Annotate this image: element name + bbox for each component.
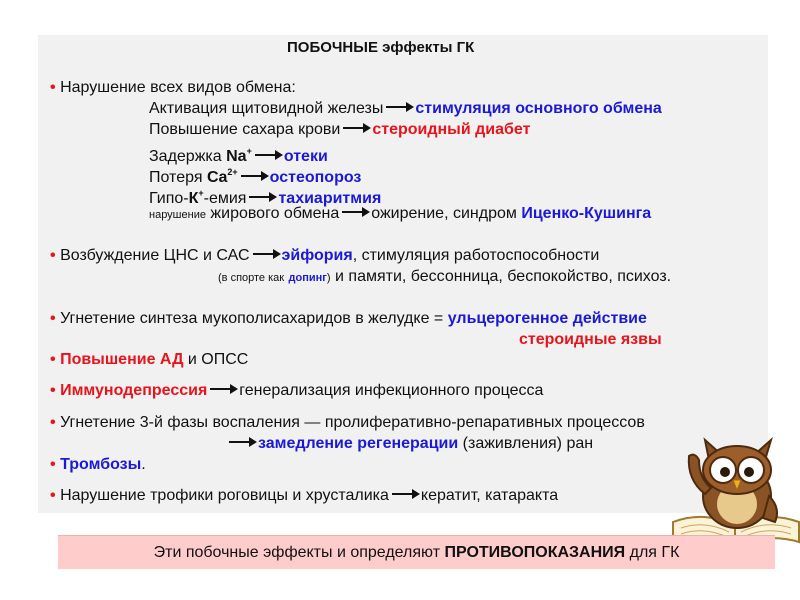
list-item-cns — [50, 246, 599, 266]
sub-item-ulcer — [519, 330, 662, 350]
cns-memory: и памяти, бессонница, беспокойство, психоз. — [335, 268, 672, 285]
thrombosis-period: . — [141, 456, 146, 473]
bullet: • — [50, 487, 56, 504]
potassium-element: К — [188, 190, 199, 207]
cns-cause: Возбуждение ЦНС и САС — [60, 247, 250, 264]
regeneration-effect: замедление регенерации — [258, 435, 459, 452]
bullet: • — [50, 79, 56, 96]
banner-text-c: для ГК — [629, 544, 680, 561]
fat-cause: жирового обмена — [210, 205, 340, 222]
sub-item-inflammation — [226, 434, 593, 454]
potassium-suffix: -емия — [203, 190, 247, 207]
sub-item-sugar — [149, 120, 530, 140]
immune-effect: Иммунодепрессия — [60, 382, 208, 399]
steroid-ulcers: стероидные язвы — [519, 331, 662, 348]
banner-text-a: Эти побочные эффекты и определяют — [153, 544, 441, 561]
potassium-prefix: Гипо- — [149, 190, 189, 207]
bullet: • — [50, 310, 56, 327]
list-item-trophic — [50, 486, 558, 506]
right-arrow-icon — [342, 211, 368, 213]
sub-item-cns-2 — [218, 267, 671, 288]
thyroid-cause: Активация щитовидной железы — [149, 100, 384, 117]
sugar-effect: стероидный диабет — [372, 121, 531, 138]
right-arrow-icon — [255, 154, 281, 156]
right-arrow-icon — [386, 106, 412, 108]
sodium-effect: отеки — [283, 148, 328, 165]
bp-effect: Повышение АД — [60, 351, 184, 368]
potassium-charge: + — [198, 188, 204, 198]
right-arrow-icon — [253, 253, 279, 255]
cns-effect: эйфория — [281, 247, 353, 264]
inflammation-cause: Угнетение 3-й фазы воспаления — пролиферативно-репаративных процессов — [60, 414, 645, 431]
ulcer-effect: ульцерогенное действие — [447, 310, 647, 327]
list-item-thrombosis — [50, 455, 146, 475]
immune-consequence: генерализация инфекционного процесса — [239, 382, 544, 399]
sub-item-thyroid — [149, 99, 662, 119]
list-item-inflammation — [50, 413, 645, 433]
right-arrow-icon — [241, 175, 267, 177]
right-arrow-icon — [343, 127, 369, 129]
right-arrow-icon — [249, 196, 275, 198]
metabolism-text: Нарушение всех видов обмена: — [60, 79, 296, 96]
thrombosis-effect: Тромбозы — [60, 456, 142, 473]
regeneration-extra: (заживления) ран — [462, 435, 594, 452]
calcium-effect: остеопороз — [269, 169, 362, 186]
potassium-effect: тахиаритмия — [278, 190, 382, 207]
list-item-ulcer — [50, 309, 647, 329]
fat-small-label: нарушение — [149, 209, 206, 221]
sub-item-fat — [149, 204, 651, 225]
list-item-metabolism — [50, 78, 296, 98]
right-arrow-icon — [229, 441, 255, 443]
bullet: • — [50, 456, 56, 473]
sodium-charge: + — [246, 146, 252, 156]
doping-note-a: (в спорте как — [218, 272, 285, 284]
fat-effect: ожирение, синдром — [371, 205, 517, 222]
right-arrow-icon — [210, 388, 236, 390]
bullet: • — [50, 414, 56, 431]
ulcer-cause: Угнетение синтеза мукополисахаридов в желудке = — [60, 310, 444, 327]
calcium-cause: Потеря — [149, 169, 203, 186]
thyroid-effect: стимуляция основного обмена — [415, 100, 662, 117]
list-item-bp — [50, 350, 248, 370]
sodium-element: Na — [226, 148, 247, 165]
list-item-immune — [50, 381, 543, 401]
slide-title: ПОБОЧНЫЕ эффекты ГК — [287, 39, 475, 56]
sugar-cause: Повышение сахара крови — [149, 121, 341, 138]
doping-note-c: ) — [326, 272, 331, 284]
right-arrow-icon — [392, 493, 418, 495]
banner-keyword: ПРОТИВОПОКАЗАНИЯ — [444, 544, 626, 561]
calcium-element: Ca — [206, 169, 228, 186]
trophic-effect: кератит, катаракта — [420, 487, 559, 504]
bullet: • — [50, 382, 56, 399]
bp-extra: и ОПСС — [187, 351, 249, 368]
cns-extra: , стимуляция работоспособности — [352, 247, 600, 264]
calcium-charge: 2+ — [227, 167, 238, 177]
doping-note-b: допинг — [288, 272, 327, 284]
sodium-cause: Задержка — [149, 148, 222, 165]
fat-syndrome: Иценко-Кушинга — [521, 205, 652, 222]
bullet: • — [50, 351, 56, 368]
trophic-cause: Нарушение трофики роговицы и хрусталика — [60, 487, 389, 504]
bullet: • — [50, 247, 56, 264]
contraindications-banner — [58, 535, 775, 569]
